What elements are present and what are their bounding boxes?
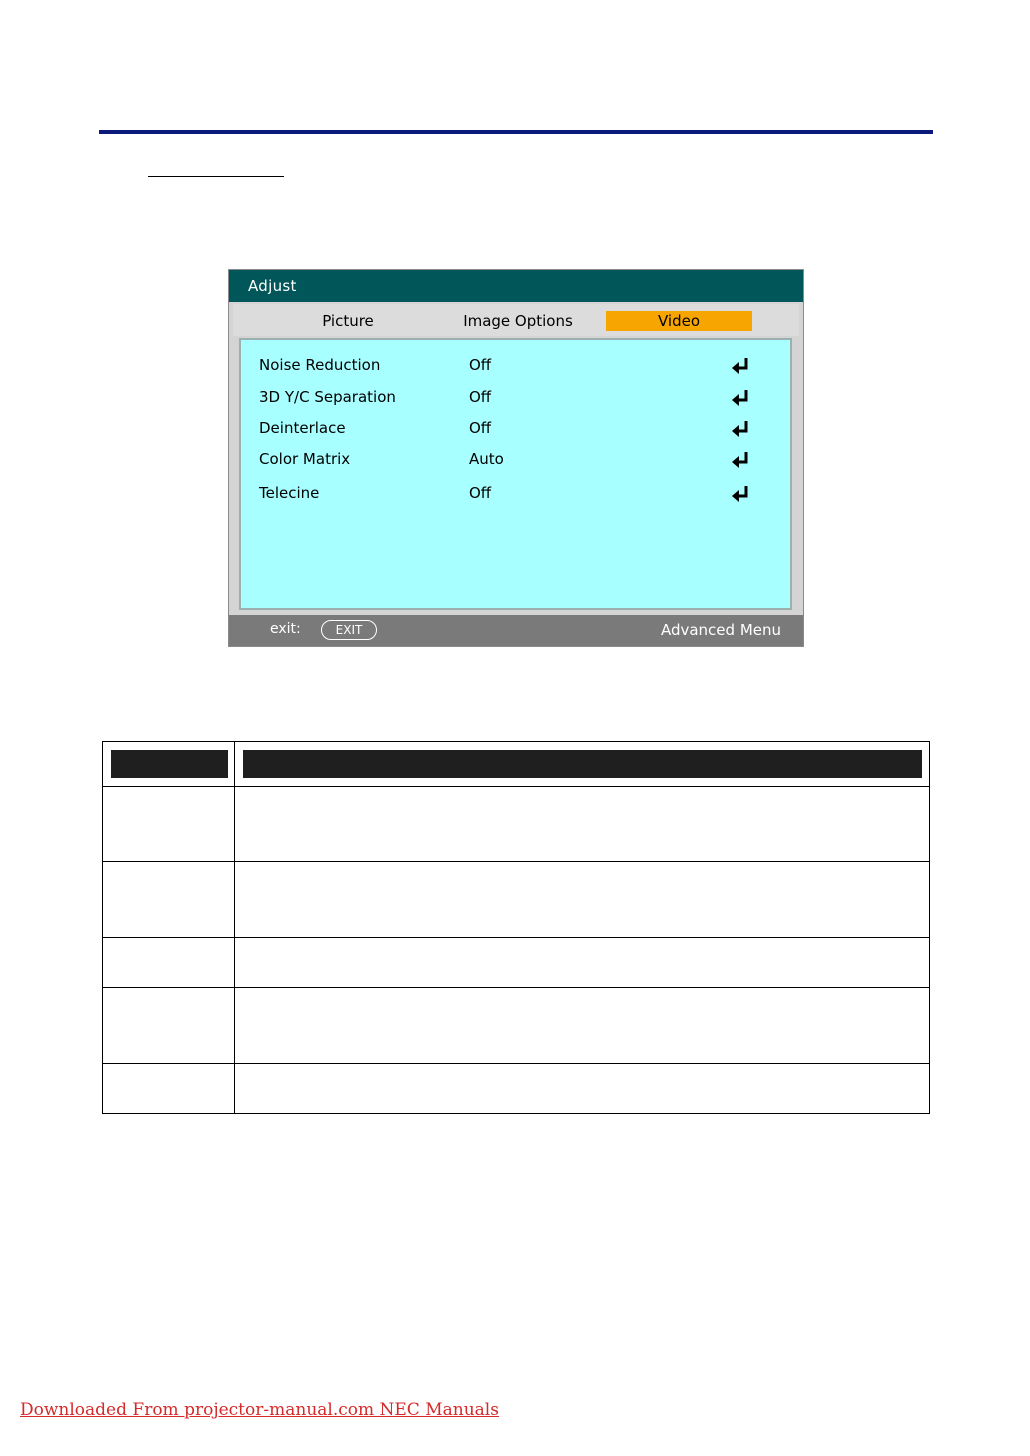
section-heading-underline (148, 176, 284, 177)
enter-icon[interactable] (731, 485, 751, 503)
exit-button[interactable]: EXIT (321, 620, 377, 640)
tab-picture[interactable]: Picture (322, 312, 374, 330)
osd-title: Adjust (248, 277, 297, 295)
setting-value: Auto (469, 450, 504, 468)
setting-row-3d-yc-separation[interactable] (259, 388, 779, 410)
download-source-link[interactable]: Downloaded From projector-manual.com NEC Manuals (20, 1400, 499, 1420)
setting-row-color-matrix[interactable] (259, 450, 779, 472)
row-divider (103, 937, 929, 938)
row-divider (103, 786, 929, 787)
table-header-description (243, 750, 922, 778)
table-header-item (111, 750, 228, 778)
tab-video[interactable]: Video (606, 311, 752, 331)
setting-value: Off (469, 484, 492, 502)
row-divider (103, 987, 929, 988)
setting-label: Color Matrix (259, 450, 351, 468)
row-divider (103, 861, 929, 862)
osd-tab-bar (233, 304, 799, 336)
column-divider (234, 742, 235, 1113)
menu-mode-label: Advanced Menu (660, 621, 781, 639)
header-rule (99, 130, 933, 134)
setting-value: Off (469, 388, 492, 406)
enter-icon[interactable] (731, 357, 751, 375)
setting-label: Noise Reduction (259, 356, 381, 374)
enter-icon[interactable] (731, 389, 751, 407)
setting-label: Telecine (259, 484, 320, 502)
setting-row-deinterlace[interactable] (259, 419, 779, 441)
setting-label: 3D Y/C Separation (259, 388, 396, 406)
setting-value: Off (469, 356, 492, 374)
setting-label: Deinterlace (259, 419, 346, 437)
osd-footer-bar (229, 615, 803, 646)
tab-image-options[interactable]: Image Options (463, 312, 573, 330)
setting-row-telecine[interactable] (259, 484, 779, 506)
osd-settings-panel (239, 338, 792, 610)
enter-icon[interactable] (731, 451, 751, 469)
osd-titlebar (229, 270, 803, 302)
setting-row-noise-reduction[interactable] (259, 356, 779, 378)
enter-icon[interactable] (731, 420, 751, 438)
row-divider (103, 1063, 929, 1064)
description-table (102, 741, 930, 1114)
setting-value: Off (469, 419, 492, 437)
exit-label: exit: (270, 621, 301, 637)
osd-menu-window (228, 269, 804, 647)
